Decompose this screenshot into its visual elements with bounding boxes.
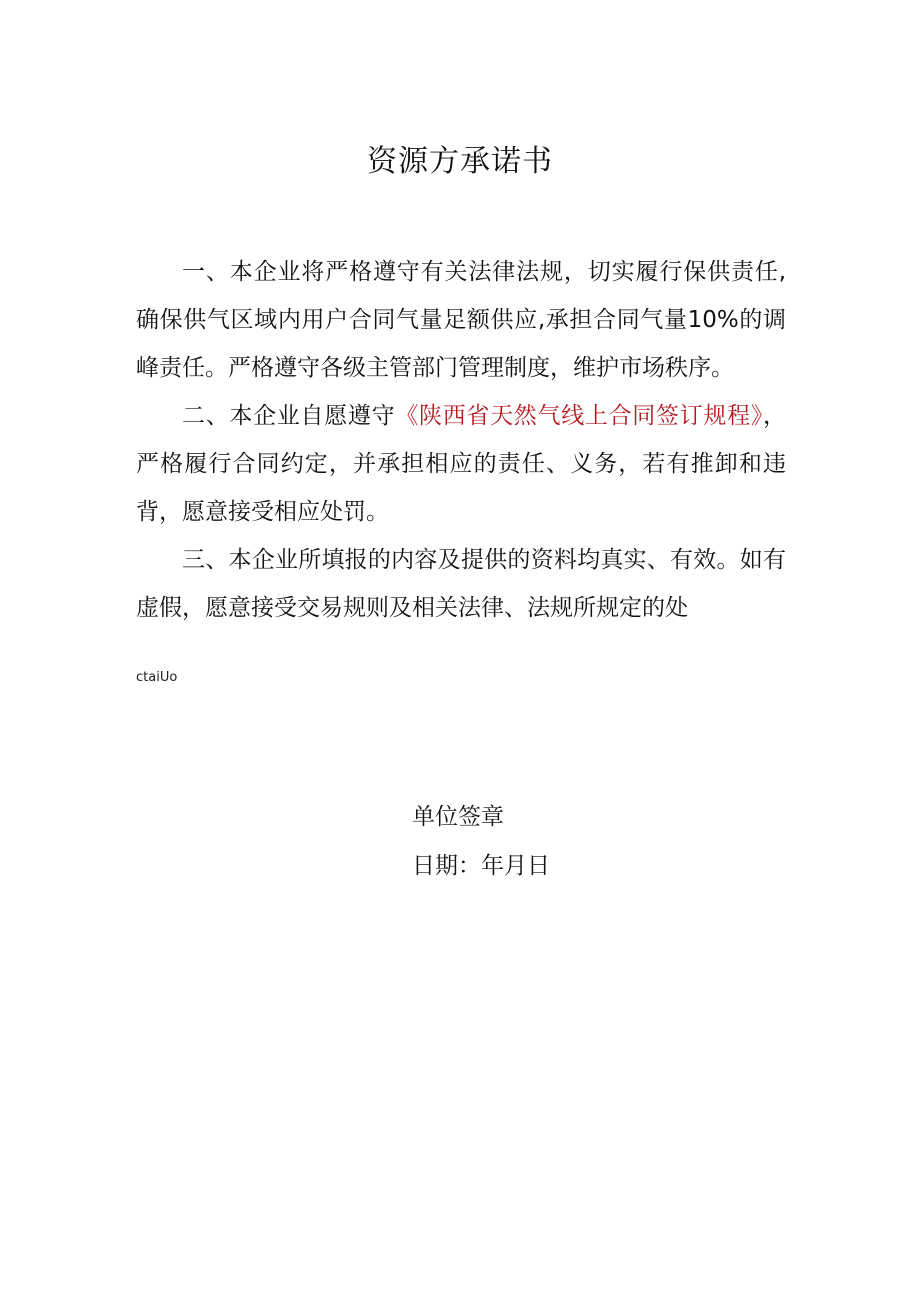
paragraph-3-text: 三、本企业所填报的内容及提供的资料均真实、有效。如有虚假，愿意接受交易规则及相关法律、法规所规定的处 bbox=[136, 547, 786, 621]
paragraph-2-text-after: ，严格履行合同约定，并承担相应的责任、义务，若有推卸和违背，愿意接受相应处罚。 bbox=[136, 403, 787, 525]
commitment-paragraph-2 bbox=[136, 392, 786, 536]
document-title: 资源方承诺书 bbox=[367, 144, 553, 179]
commitment-paragraph-3 bbox=[136, 536, 786, 632]
paragraph-1-text: 一、本企业将严格遵守有关法律法规，切实履行保供责任,确保供气区域内用户合同气量足额供应,承担合同气量10%的调峰责任。严格遵守各级主管部门管理制度，维护市场秩序。 bbox=[136, 259, 786, 381]
stray-text: ctaiUo bbox=[136, 670, 178, 685]
signature-unit-label: 单位签章 bbox=[412, 804, 504, 830]
commitment-paragraph-1 bbox=[136, 248, 786, 392]
regulation-reference: 《陕西省天然气线上合同签订规程》 bbox=[395, 403, 764, 429]
signature-date-label: 日期：年月日 bbox=[412, 853, 550, 879]
paragraph-2-text-before: 二、本企业自愿遵守 bbox=[182, 403, 396, 429]
commitment-body bbox=[136, 248, 786, 632]
